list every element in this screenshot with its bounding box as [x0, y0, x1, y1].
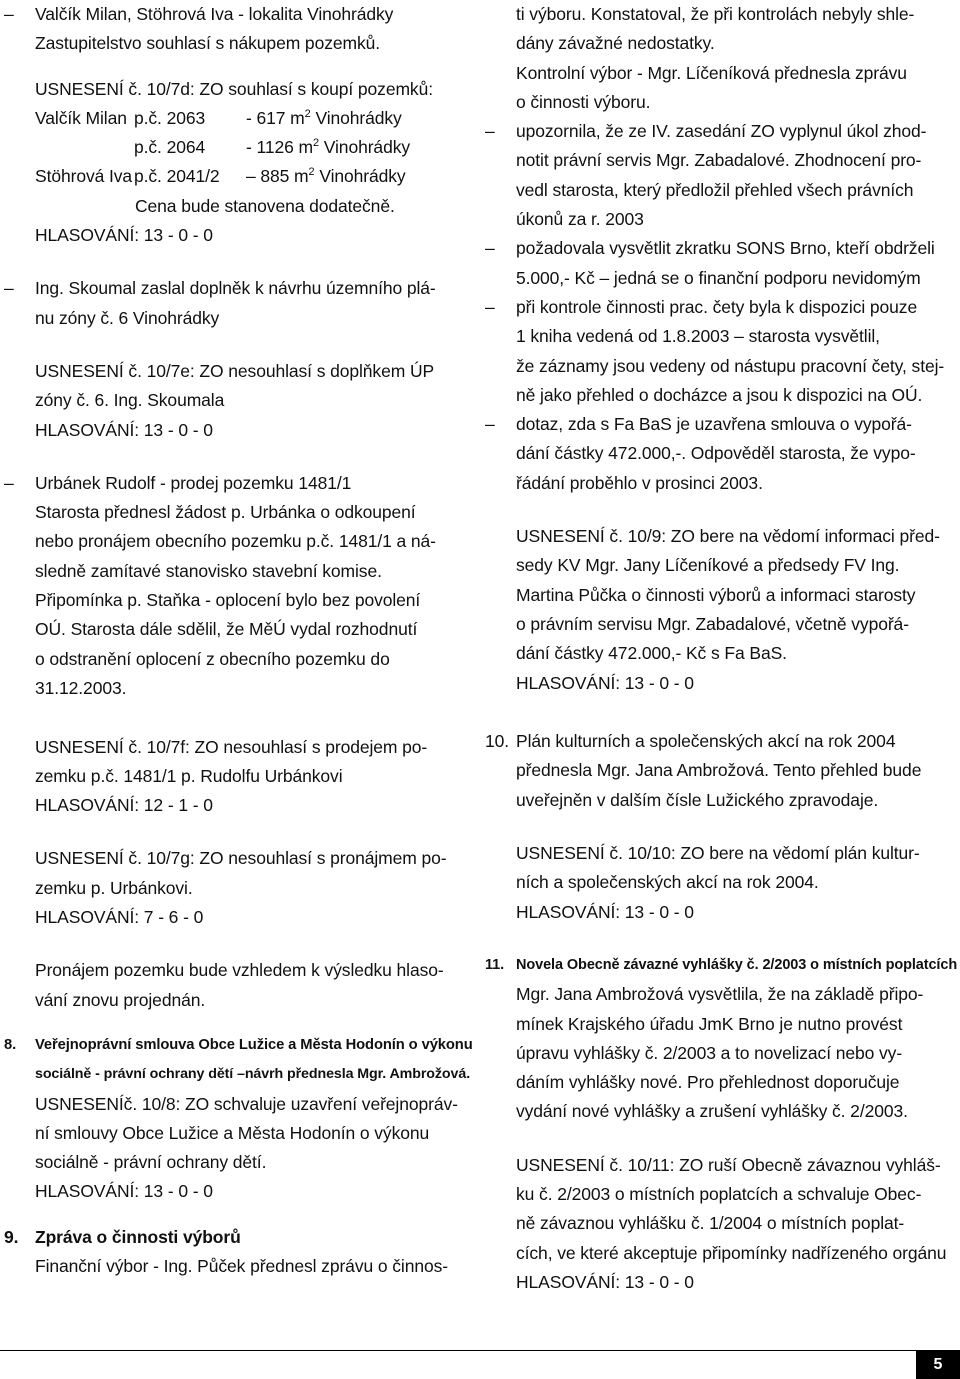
- land-location: Vinohrádky: [319, 166, 406, 187]
- land-parcel: p.č. 2063: [134, 107, 206, 128]
- land-row: [4, 162, 474, 191]
- land-area-unit-exponent: 2: [312, 137, 319, 150]
- text-line: dány závažné nedostatky.: [516, 33, 715, 54]
- text-line: 31.12.2003.: [35, 677, 127, 698]
- section-number: 9.: [4, 1226, 19, 1247]
- resolution-text: USNESENÍč. 10/8: ZO schvaluje uzavření veřejnopráv-: [35, 1093, 458, 1114]
- resolution-text: USNESENÍ č. 10/7g: ZO nesouhlasí s pronájmem po-: [35, 848, 447, 869]
- text-line: dotaz, zda s Fa BaS je uzavřena smlouva o vypořá-: [516, 414, 912, 435]
- resolution-text: USNESENÍ č. 10/9: ZO bere na vědomí informaci před-: [516, 526, 940, 547]
- text-line: notit právní servis Mgr. Zabadalové. Zhodnocení pro-: [516, 150, 922, 171]
- text-line: Valčík Milan, Stöhrová Iva - lokalita Vinohrádky: [35, 4, 394, 24]
- text-line: Kontrolní výbor - Mgr. Líčeníková přednesla zprávu: [516, 62, 907, 83]
- vote-result: HLASOVÁNÍ: 7 - 6 - 0: [35, 907, 204, 928]
- land-location: Vinohrádky: [323, 137, 411, 158]
- section-heading: [485, 951, 957, 980]
- resolution-text: dání částky 472.000,- Kč s Fa BaS.: [516, 643, 787, 664]
- vote-result: HLASOVÁNÍ: 12 - 1 - 0: [35, 795, 213, 816]
- text-line: úkonů za r. 2003: [516, 209, 644, 230]
- page-number: 5: [916, 1351, 960, 1379]
- land-area-unit-exponent: 2: [304, 108, 311, 121]
- section-number: 8.: [4, 1036, 17, 1053]
- dash-bullet: –: [485, 414, 495, 435]
- land-area-unit-exponent: 2: [308, 166, 315, 179]
- land-area: – 885 m: [246, 166, 309, 187]
- resolution-title: USNESENÍ č. 10/7d: ZO souhlasí s koupí pozemků:: [35, 78, 433, 99]
- vote-result: HLASOVÁNÍ: 13 - 0 - 0: [516, 901, 694, 922]
- dash-bullet: –: [4, 4, 14, 24]
- text-line: OÚ. Starosta dále sdělil, že MěÚ vydal rozhodnutí: [35, 619, 418, 640]
- land-parcel: p.č. 2064: [134, 137, 206, 158]
- text-line: vydání nové vyhlášky a zrušení vyhlášky č. 2/2003.: [516, 1101, 908, 1122]
- resolution-text: zemku p. Urbánkovi.: [35, 877, 193, 898]
- dash-bullet: –: [485, 238, 495, 259]
- resolution-text: o právním servisu Mgr. Zabadalové, včetně vypořá-: [516, 613, 909, 634]
- list-item: [485, 293, 957, 322]
- text-line: mínek Krajského úřadu JmK Brno je nutno provést: [516, 1013, 903, 1034]
- text-line: nebo pronájem obecního pozemku p.č. 1481/1 a ná-: [35, 531, 436, 552]
- list-item: [4, 469, 474, 498]
- resolution-text: USNESENÍ č. 10/11: ZO ruší Obecně závaznou vyhláš-: [516, 1154, 941, 1175]
- text-line: nu zóny č. 6 Vinohrádky: [35, 307, 220, 328]
- text-line: Finanční výbor - Ing. Půček přednesl zprávu o činnos-: [35, 1255, 448, 1276]
- section-title: sociálně - právní ochrany dětí –návrh přednesla Mgr. Ambrožová.: [35, 1066, 471, 1083]
- list-item: [4, 274, 474, 303]
- vote-result: HLASOVÁNÍ: 13 - 0 - 0: [35, 1181, 213, 1202]
- text-line: že záznamy jsou vedeny od nástupu pracovní čety, stej-: [516, 355, 945, 376]
- text-line: Zastupitelstvo souhlasí s nákupem pozemků.: [35, 33, 381, 54]
- dash-bullet: –: [4, 472, 14, 493]
- dash-bullet: –: [485, 121, 495, 142]
- resolution-text: ně závaznou vyhlášku č. 1/2004 o místních poplat-: [516, 1213, 905, 1234]
- text-line: 1 kniha vedená od 1.8.2003 – starosta vysvětlil,: [516, 326, 880, 347]
- text-line: ti výboru. Konstatoval, že při kontrolách nebyly shle-: [516, 4, 915, 24]
- dash-bullet: –: [485, 296, 495, 317]
- price-note: Cena bude stanovena dodatečně.: [135, 195, 395, 216]
- resolution-text: zóny č. 6. Ing. Skoumala: [35, 390, 225, 411]
- land-row: [4, 104, 474, 133]
- list-item: [485, 234, 957, 263]
- land-parcel: p.č. 2041/2: [134, 166, 220, 187]
- section-number: 11.: [485, 956, 505, 973]
- resolution-text: ních a společenských akcí na rok 2004.: [516, 872, 819, 893]
- text-line: sledně zamítavé stanovisko stavební komise.: [35, 560, 382, 581]
- dash-bullet: –: [4, 278, 14, 299]
- list-item: [4, 0, 474, 29]
- resolution-text: cích, ve které akceptuje připomínky nadřízeného orgánu: [516, 1242, 947, 1263]
- text-line: Plán kulturních a společenských akcí na rok 2004: [516, 731, 896, 752]
- resolution-text: sociálně - právní ochrany dětí.: [35, 1152, 267, 1173]
- text-line: o odstranění oplocení z obecního pozemku do: [35, 648, 390, 669]
- land-location: Vinohrádky: [315, 107, 402, 128]
- vote-result: HLASOVÁNÍ: 13 - 0 - 0: [35, 225, 213, 246]
- section-title: Novela Obecně závazné vyhlášky č. 2/2003 o místních poplatcích: [516, 956, 958, 973]
- vote-result: HLASOVÁNÍ: 13 - 0 - 0: [35, 419, 213, 440]
- resolution-text: sedy KV Mgr. Jany Líčeníkové a předsedy FV Ing.: [516, 555, 900, 576]
- text-line: Připomínka p. Staňka - oplocení bylo bez povolení: [35, 590, 421, 611]
- resolution-text: ku č. 2/2003 o místních poplatcích a schvaluje Obec-: [516, 1183, 922, 1204]
- text-line: dání částky 472.000,-. Odpověděl starosta, že vypo-: [516, 443, 916, 464]
- land-row: [4, 133, 474, 162]
- text-line: vedl starosta, který předložil přehled všech právních: [516, 179, 914, 200]
- vote-result: HLASOVÁNÍ: 13 - 0 - 0: [516, 672, 694, 693]
- text-line: ně jako přehled o docházce a jsou k dispozici na OÚ.: [516, 384, 923, 405]
- text-line: úpravu vyhlášky č. 2/2003 a to novelizací nebo vy-: [516, 1042, 903, 1063]
- footer-rule: [0, 1350, 960, 1351]
- section-heading: [4, 1223, 474, 1252]
- text-line: Pronájem pozemku bude vzhledem k výsledku hlaso-: [35, 960, 444, 981]
- text-line: požadovala vysvětlit zkratku SONS Brno, kteří obdrželi: [516, 238, 935, 259]
- text-line: Urbánek Rudolf - prodej pozemku 1481/1: [35, 472, 352, 493]
- left-column: [4, 0, 474, 1281]
- text-line: upozornila, že ze IV. zasedání ZO vyplynul úkol zhod-: [516, 121, 927, 142]
- text-line: řádání proběhlo v prosinci 2003.: [516, 472, 763, 493]
- text-line: dáním vyhlášky nové. Pro přehlednost doporučuje: [516, 1072, 900, 1093]
- land-area: - 1126 m: [246, 137, 313, 158]
- list-item: [485, 117, 957, 146]
- resolution-text: USNESENÍ č. 10/7e: ZO nesouhlasí s doplňkem ÚP: [35, 360, 435, 381]
- vote-result: HLASOVÁNÍ: 13 - 0 - 0: [516, 1271, 694, 1292]
- text-line: Starosta přednesl žádost p. Urbánka o odkoupení: [35, 502, 416, 523]
- section-heading: [4, 1031, 474, 1060]
- text-line: při kontrole činnosti prac. čety byla k dispozici pouze: [516, 296, 918, 317]
- land-area: - 617 m: [246, 107, 305, 128]
- text-line: vání znovu projednán.: [35, 989, 206, 1010]
- resolution-text: zemku p.č. 1481/1 p. Rudolfu Urbánkovi: [35, 765, 343, 786]
- land-owner: Valčík Milan: [35, 107, 127, 128]
- section-title: Veřejnoprávní smlouva Obce Lužice a Města Hodonín o výkonu: [35, 1036, 473, 1053]
- resolution-text: Martina Půčka o činnosti výborů a informaci starosty: [516, 584, 916, 605]
- resolution-text: USNESENÍ č. 10/10: ZO bere na vědomí plán kultur-: [516, 843, 920, 864]
- section-heading: [485, 727, 957, 756]
- text-line: o činnosti výboru.: [516, 91, 651, 112]
- resolution-text: USNESENÍ č. 10/7f: ZO nesouhlasí s prodejem po-: [35, 736, 428, 757]
- text-line: Ing. Skoumal zaslal doplněk k návrhu územního plá-: [35, 278, 436, 299]
- text-line: Mgr. Jana Ambrožová vysvětlila, že na základě připo-: [516, 984, 924, 1005]
- text-line: uveřejněn v dalším čísle Lužického zpravodaje.: [516, 789, 879, 810]
- section-title: Zpráva o činnosti výborů: [35, 1226, 241, 1247]
- text-line: přednesla Mgr. Jana Ambrožová. Tento přehled bude: [516, 760, 922, 781]
- list-item: [485, 410, 957, 439]
- text-line: 5.000,- Kč – jedná se o finanční podporu nevidomým: [516, 267, 921, 288]
- land-owner: Stöhrová Iva: [35, 166, 133, 187]
- right-column: [485, 0, 957, 1297]
- section-number: 10.: [485, 731, 510, 752]
- resolution-text: ní smlouvy Obce Lužice a Města Hodonín o výkonu: [35, 1122, 430, 1143]
